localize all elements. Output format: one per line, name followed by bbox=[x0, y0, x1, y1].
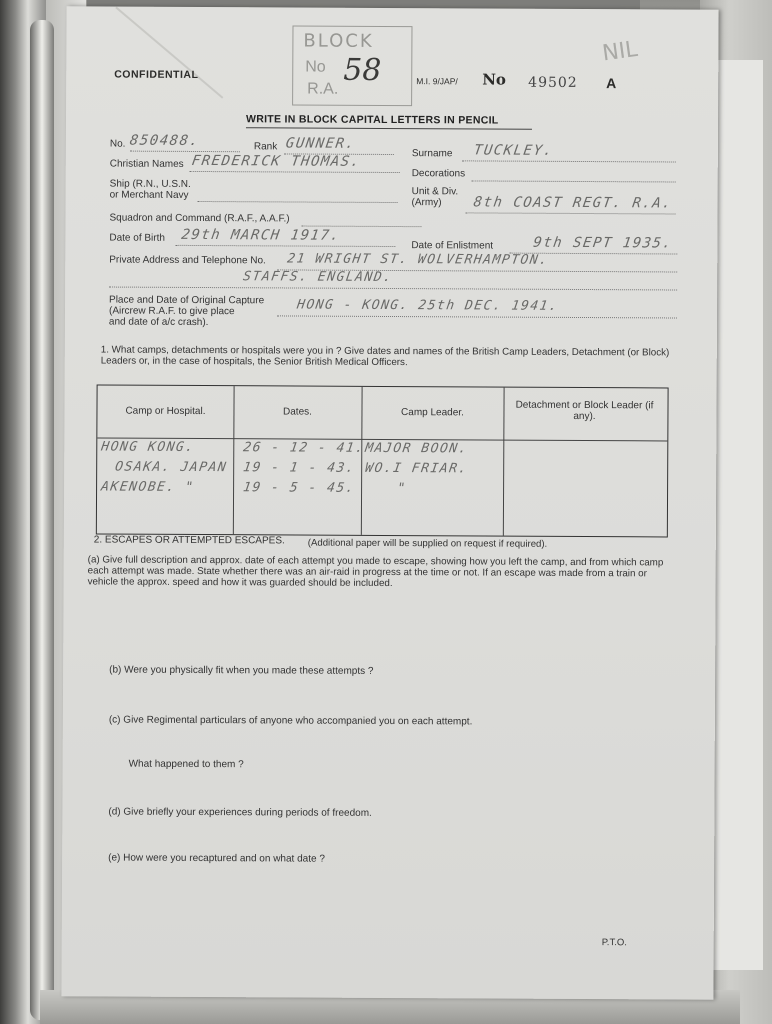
stamp-block-word: BLOCK bbox=[303, 30, 374, 52]
table-cell-leader: " bbox=[395, 481, 408, 497]
column-header-detachment-leader: Detachment or Block Leader (if any). bbox=[515, 399, 654, 423]
column-header-camp-leader: Camp Leader. bbox=[401, 407, 464, 419]
liberation-questionnaire-form bbox=[61, 6, 718, 999]
question-2e-text: (e) How were you recaptured and on what date ? bbox=[108, 852, 325, 865]
date-of-birth-label: Date of Birth bbox=[109, 232, 166, 244]
table-cell-camp: HONG KONG. bbox=[100, 439, 196, 455]
squadron-label: Squadron and Command (R.A.F., A.A.F.) bbox=[109, 212, 290, 225]
serial-suffix: A bbox=[606, 75, 617, 92]
address-value-line1: 21 WRIGHT ST. WOLVERHAMPTON. bbox=[286, 251, 550, 268]
unit-label-line1: Unit & Div. bbox=[411, 186, 459, 198]
table-cell-dates: 26 - 12 - 41. bbox=[242, 440, 366, 456]
unit-line bbox=[466, 212, 676, 214]
nil-annotation: NIL bbox=[600, 36, 640, 67]
camps-table bbox=[96, 384, 669, 537]
title-underline bbox=[246, 127, 532, 129]
column-header-camp: Camp or Hospital. bbox=[125, 405, 206, 418]
service-number-value: 850488. bbox=[128, 132, 201, 149]
question-2b-text: (b) Were you physically fit when you made these attempts ? bbox=[109, 664, 374, 677]
question-2c-text: (c) Give Regimental particulars of anyone who accompanied you on each attempt. bbox=[108, 714, 473, 728]
table-cell-leader: MAJOR BOON. bbox=[364, 440, 469, 457]
surname-label: Surname bbox=[411, 148, 453, 160]
question-2d-text: (d) Give briefly your experiences during periods of freedom. bbox=[108, 806, 372, 819]
capture-label-line2: (Aircrew R.A.F. to give place bbox=[108, 305, 235, 318]
capture-label-line3: and date of a/c crash). bbox=[108, 316, 209, 329]
table-cell-camp: OSAKA. JAPAN bbox=[114, 459, 229, 476]
column-header-dates: Dates. bbox=[282, 406, 312, 418]
capture-value: HONG - KONG. 25th DEC. 1941. bbox=[295, 297, 560, 314]
enlistment-label: Date of Enlistment bbox=[411, 240, 494, 252]
rank-label: Rank bbox=[253, 141, 278, 153]
surname-line bbox=[462, 160, 676, 162]
date-of-birth-value: 29th MARCH 1917. bbox=[180, 226, 342, 244]
stamp-no-word: No bbox=[305, 58, 326, 76]
underlying-sheet bbox=[710, 60, 763, 970]
table-cell-camp: AKENOBE. " bbox=[99, 479, 196, 495]
surname-value: TUCKLEY. bbox=[472, 142, 555, 159]
ship-line bbox=[198, 201, 398, 203]
question-2a-text: (a) Give full description and approx. date of each attempt you made to escape, showing how you left the camp, and from which camp each attempt was made. State whether there was an air-raid in progress at the time or not. If an escape was made from a train or vehicle the approx. speed and how it was guarded should be included. bbox=[87, 554, 664, 590]
capture-label-line1: Place and Date of Original Capture bbox=[109, 294, 265, 307]
ship-label-line2: or Merchant Navy bbox=[109, 189, 189, 201]
table-cell-dates: 19 - 1 - 43. bbox=[242, 460, 357, 476]
question-2c-followup-text: What happened to them ? bbox=[128, 758, 244, 771]
question-1-text: 1. What camps, detachments or hospitals were you in ? Give dates and names of the British Camp Leaders, Detachment (or Block) Leaders or, in the case of hospitals, the Senior British Medical Officers. bbox=[100, 344, 670, 369]
date-of-birth-line bbox=[175, 245, 395, 247]
question-2-heading: 2. ESCAPES OR ATTEMPTED ESCAPES. bbox=[93, 534, 285, 547]
no-label: No. bbox=[109, 138, 126, 150]
confidential-label: CONFIDENTIAL bbox=[114, 68, 199, 81]
question-2-note: (Additional paper will be supplied on request if required). bbox=[307, 537, 548, 550]
stamp-ra-word: R.A. bbox=[307, 80, 339, 98]
christian-names-value: FREDERICK THOMAS. bbox=[190, 152, 362, 170]
stamp-block-number: 58 bbox=[343, 52, 382, 88]
rank-value: GUNNER. bbox=[284, 135, 357, 152]
page-title: WRITE IN BLOCK CAPITAL LETTERS IN PENCIL bbox=[245, 113, 499, 127]
christian-names-label: Christian Names bbox=[109, 158, 184, 170]
no-line bbox=[130, 151, 240, 153]
capture-line bbox=[277, 315, 677, 318]
unit-label-line2: (Army) bbox=[411, 197, 442, 209]
address-value-line2: STAFFS. ENGLAND. bbox=[242, 269, 394, 286]
serial-number: 49502 bbox=[528, 74, 578, 91]
table-cell-dates: 19 - 5 - 45. bbox=[241, 480, 357, 496]
enlistment-value: 9th SEPT 1935. bbox=[532, 234, 674, 252]
block-stamp bbox=[292, 25, 412, 106]
binder-rod bbox=[30, 20, 54, 1020]
address-line2 bbox=[109, 287, 677, 291]
number-label: No bbox=[482, 70, 506, 89]
form-reference: M.I. 9/JAP/ bbox=[416, 76, 458, 87]
christian-names-line bbox=[190, 171, 400, 173]
unit-value: 8th COAST REGT. R.A. bbox=[472, 194, 674, 212]
file-tag-string bbox=[115, 7, 223, 99]
table-cell-leader: WO.I FRIAR. bbox=[364, 460, 469, 477]
ship-label-line1: Ship (R.N., U.S.N. bbox=[109, 178, 191, 190]
please-turn-over: P.T.O. bbox=[601, 937, 627, 949]
decorations-line bbox=[472, 180, 676, 182]
address-label: Private Address and Telephone No. bbox=[109, 254, 266, 267]
decorations-label: Decorations bbox=[411, 168, 466, 180]
